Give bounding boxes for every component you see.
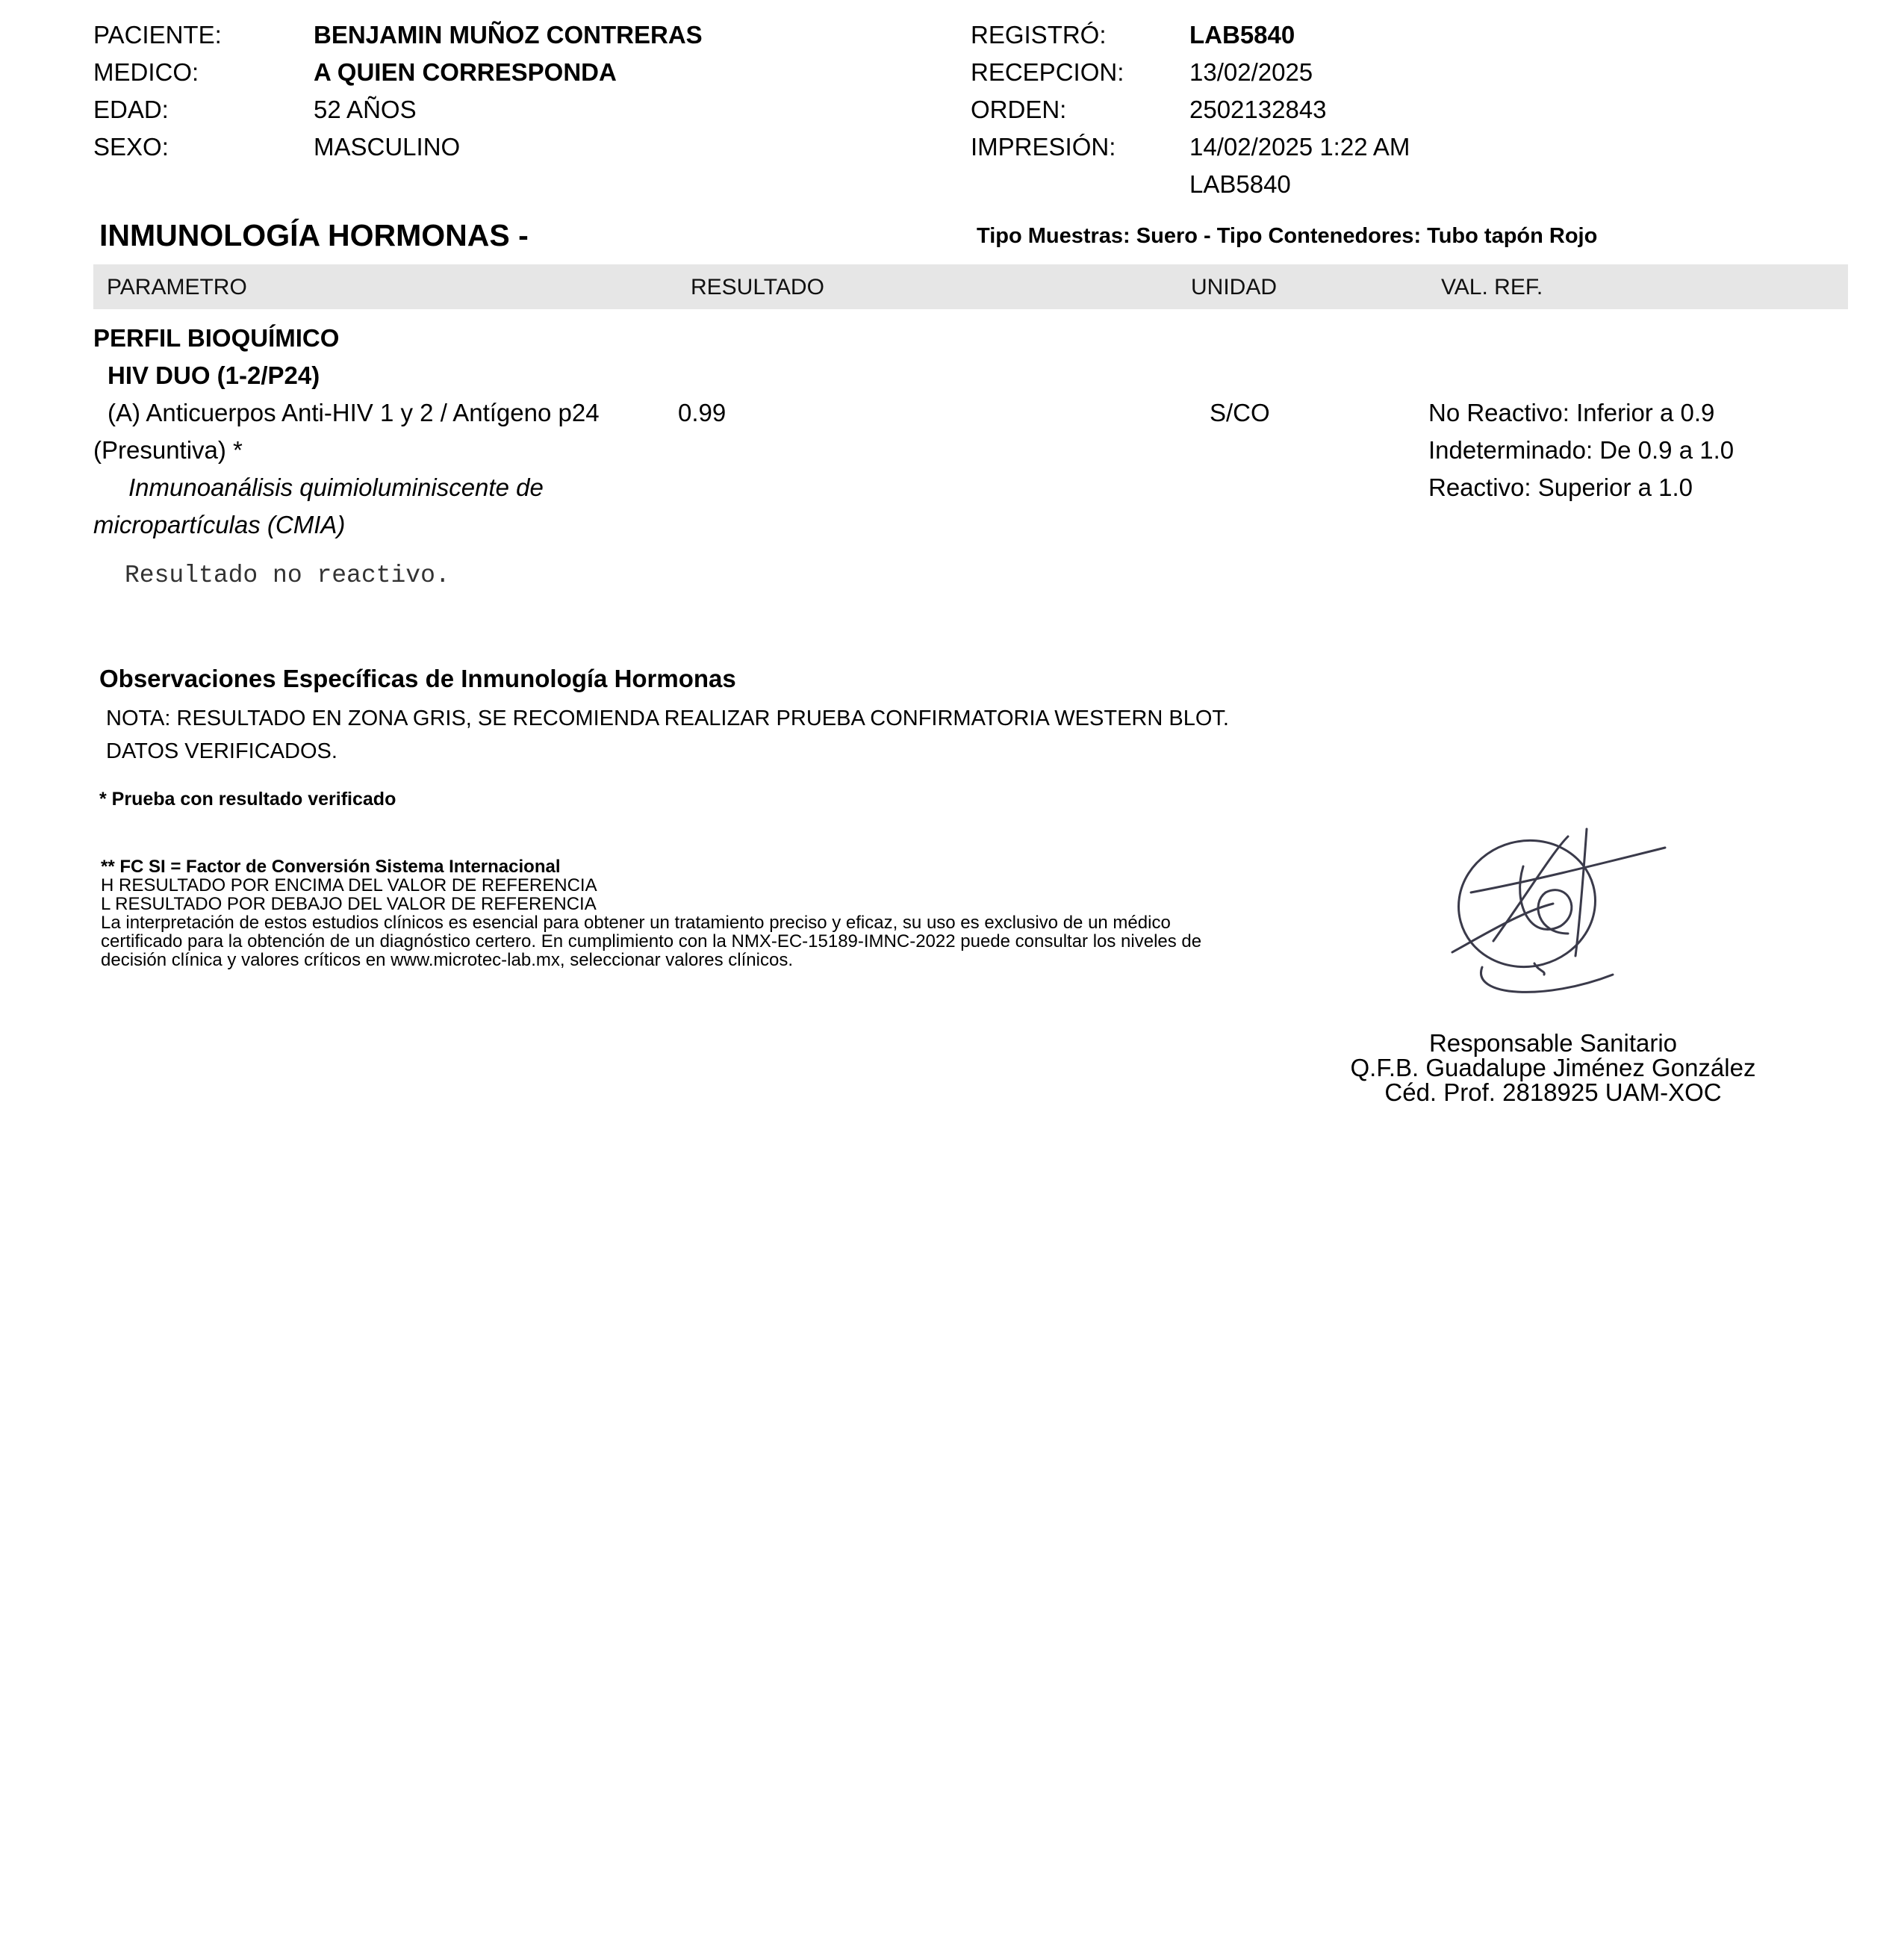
reference-range-line: No Reactivo: Inferior a 0.9 <box>1428 399 1715 426</box>
verified-note: * Prueba con resultado verificado <box>99 789 396 810</box>
doctor-label: MEDICO: <box>93 58 199 86</box>
observation-line: NOTA: RESULTADO EN ZONA GRIS, SE RECOMIENDA REALIZAR PRUEBA CONFIRMATORIA WESTERN BLOT. <box>106 707 1229 730</box>
doctor-name: A QUIEN CORRESPONDA <box>314 58 617 86</box>
order-number: 2502132843 <box>1189 96 1327 123</box>
print-label: IMPRESIÓN: <box>971 133 1116 161</box>
age-value: 52 AÑOS <box>314 96 417 123</box>
footnote-high: H RESULTADO POR ENCIMA DEL VALOR DE REFERENCIA <box>101 875 597 895</box>
disclaimer-line: La interpretación de estos estudios clínicos es esencial para obtener un tratamiento preciso y eficaz, su uso es exclusivo de un médico <box>101 913 1171 933</box>
parameter-name: (A) Anticuerpos Anti-HIV 1 y 2 / Antígeno p24 <box>108 399 600 426</box>
method-line-2: micropartículas (CMIA) <box>93 511 346 538</box>
disclaimer-line: decisión clínica y valores críticos en www.microtec-lab.mx, seleccionar valores clínicos. <box>101 950 793 970</box>
method-line-1: Inmunoanálisis quimioluminiscente de <box>128 473 544 501</box>
column-header-val-ref: VAL. REF. <box>1441 275 1543 299</box>
table-header <box>93 264 1848 309</box>
reception-date: 13/02/2025 <box>1189 58 1313 86</box>
registry-label: REGISTRÓ: <box>971 21 1107 49</box>
section-title: INMUNOLOGÍA HORMONAS - <box>99 218 529 252</box>
column-header-resultado: RESULTADO <box>691 275 824 299</box>
disclaimer-line: certificado para la obtención de un diagnóstico certero. En cumplimiento con la NMX-EC-15189-IMNC-2022 puede consultar los niveles de <box>101 931 1202 951</box>
footnote-low: L RESULTADO POR DEBAJO DEL VALOR DE REFERENCIA <box>101 894 597 914</box>
print-datetime: 14/02/2025 1:22 AM <box>1189 133 1410 161</box>
parameter-name-cont: (Presuntiva) * <box>93 436 243 464</box>
age-label: EDAD: <box>93 96 169 123</box>
patient-name: BENJAMIN MUÑOZ CONTRERAS <box>314 21 703 49</box>
order-label: ORDEN: <box>971 96 1067 123</box>
signature-image <box>1441 822 1680 1008</box>
reference-range-line: Reactivo: Superior a 1.0 <box>1428 473 1693 501</box>
sex-label: SEXO: <box>93 133 169 161</box>
reference-range-line: Indeterminado: De 0.9 a 1.0 <box>1428 436 1735 464</box>
print-user: LAB5840 <box>1189 170 1291 198</box>
patient-label: PACIENTE: <box>93 21 222 49</box>
observation-line: DATOS VERIFICADOS. <box>106 739 337 763</box>
signer-license: Céd. Prof. 2818925 UAM-XOC <box>1384 1078 1722 1106</box>
subgroup-title: HIV DUO (1-2/P24) <box>108 361 320 389</box>
result-unit: S/CO <box>1210 399 1270 426</box>
signer-name: Q.F.B. Guadalupe Jiménez González <box>1350 1054 1756 1081</box>
signer-role: Responsable Sanitario <box>1428 1029 1678 1057</box>
group-title: PERFIL BIOQUÍMICO <box>93 324 340 352</box>
result-comment: Resultado no reactivo. <box>125 562 450 589</box>
sample-info: Tipo Muestras: Suero - Tipo Contenedores: Tubo tapón Rojo <box>977 224 1598 248</box>
registry-value: LAB5840 <box>1189 21 1295 49</box>
footnote-fc-si: ** FC SI = Factor de Conversión Sistema Internacional <box>101 857 561 877</box>
column-header-unidad: UNIDAD <box>1191 275 1278 299</box>
sex-value: MASCULINO <box>314 133 461 161</box>
observations-title: Observaciones Específicas de Inmunología Hormonas <box>99 665 736 692</box>
column-header-parametro: PARAMETRO <box>107 275 247 299</box>
reception-label: RECEPCION: <box>971 58 1124 86</box>
result-value: 0.99 <box>678 399 727 426</box>
